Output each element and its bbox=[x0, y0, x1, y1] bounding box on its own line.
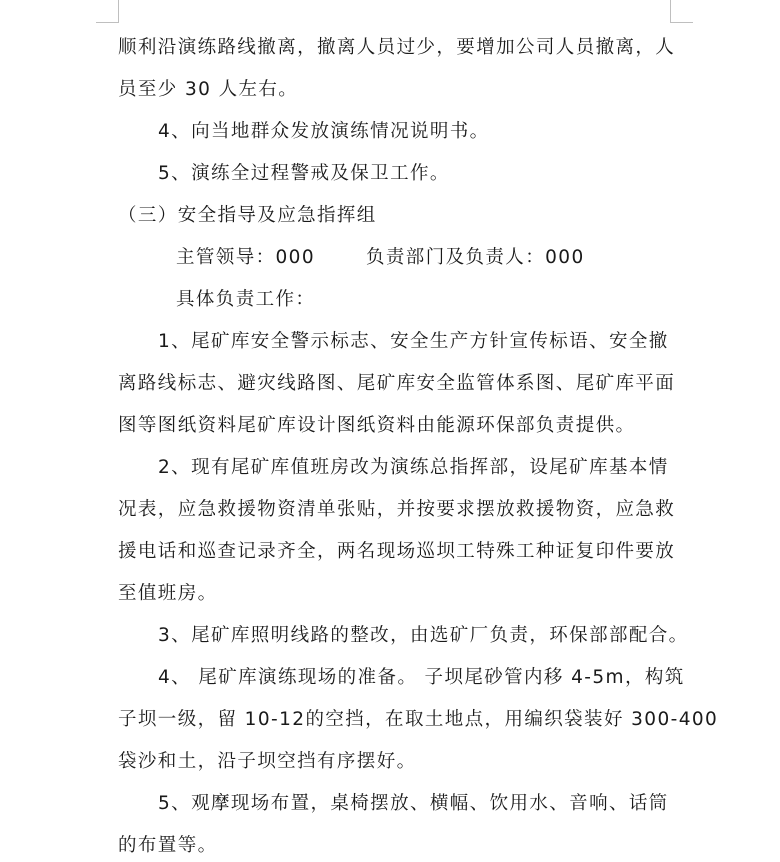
page-corner-mark-right bbox=[670, 0, 693, 23]
paragraph-line: 员至少 30 人左右。 bbox=[118, 79, 299, 100]
list-item-5: 5、演练全过程警戒及保卫工作。 bbox=[158, 163, 450, 184]
supervisor-label: 主管领导：000 bbox=[176, 247, 316, 268]
responsible-dept-label: 负责部门及负责人：000 bbox=[366, 247, 585, 268]
duty-item-1: 1、尾矿库安全警示标志、安全生产方针宣传标语、安全撤 bbox=[158, 331, 669, 352]
section-heading: （三）安全指导及应急指挥组 bbox=[118, 205, 377, 226]
duty-item-5: 5、观摩现场布置，桌椅摆放、横幅、饮用水、音响、话筒 bbox=[158, 793, 669, 814]
paragraph-line: 图等图纸资料尾矿库设计图纸资料由能源环保部负责提供。 bbox=[118, 415, 636, 436]
duties-heading: 具体负责工作： bbox=[176, 289, 316, 310]
duty-item-4: 4、 尾矿库演练现场的准备。 子坝尾砂管内移 4-5m，构筑 bbox=[158, 667, 685, 688]
paragraph-line: 援电话和巡查记录齐全，两名现场巡坝工特殊工种证复印件要放 bbox=[118, 541, 676, 562]
page-corner-mark-left bbox=[96, 0, 119, 23]
paragraph-line: 顺利沿演练路线撤离，撤离人员过少，要增加公司人员撤离，人 bbox=[118, 37, 676, 58]
duty-item-3: 3、尾矿库照明线路的整改，由选矿厂负责，环保部部配合。 bbox=[158, 625, 689, 646]
paragraph-line: 的布置等。 bbox=[118, 835, 218, 856]
paragraph-line: 况表，应急救援物资清单张贴，并按要求摆放救援物资，应急救 bbox=[118, 499, 676, 520]
leader-line bbox=[176, 244, 736, 272]
paragraph-line: 子坝一级，留 10-12的空挡，在取土地点，用编织袋装好 300-400 bbox=[118, 709, 719, 730]
paragraph-line: 至值班房。 bbox=[118, 583, 218, 604]
paragraph-line: 离路线标志、避灾线路图、尾矿库安全监管体系图、尾矿库平面 bbox=[118, 373, 676, 394]
list-item-4: 4、向当地群众发放演练情况说明书。 bbox=[158, 121, 490, 142]
duty-item-2: 2、现有尾矿库值班房改为演练总指挥部，设尾矿库基本情 bbox=[158, 457, 669, 478]
paragraph-line: 袋沙和土，沿子坝空挡有序摆好。 bbox=[118, 751, 417, 772]
